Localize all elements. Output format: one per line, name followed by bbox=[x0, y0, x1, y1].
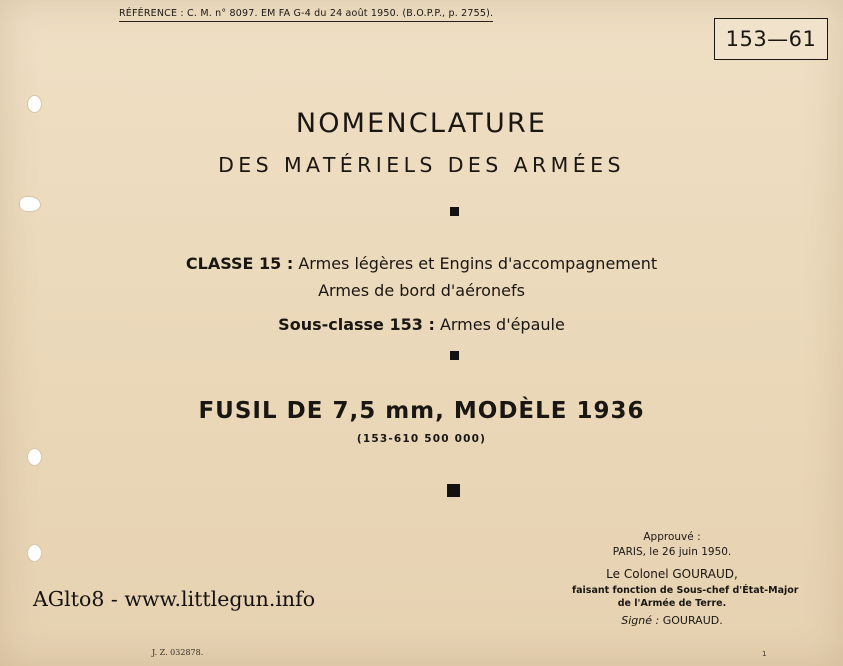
separator-square bbox=[450, 351, 459, 360]
item-name: FUSIL DE 7,5 mm, MODÈLE 1936 bbox=[198, 398, 645, 424]
classe-line-2: Armes de bord d'aéronefs bbox=[318, 281, 525, 300]
classe-text: Armes légères et Engins d'accompagnement bbox=[298, 254, 658, 273]
approval-signer: Le Colonel GOURAUD, bbox=[606, 567, 738, 581]
sous-classe-label: Sous-classe 153 : bbox=[278, 315, 435, 334]
watermark-text: AGlto8 - www.littlegun.info bbox=[33, 587, 316, 611]
approval-label: Approuvé : bbox=[643, 531, 701, 543]
signed-label: Signé : bbox=[621, 614, 660, 627]
approval-function-1: faisant fonction de Sous-chef d'État-Major bbox=[572, 585, 799, 596]
item-code: (153-610 500 000) bbox=[356, 433, 487, 445]
classe-label: CLASSE 15 : bbox=[185, 254, 294, 273]
approval-function-2: de l'Armée de Terre. bbox=[617, 598, 727, 609]
printer-reference: J. Z. 032878. bbox=[152, 648, 204, 657]
separator-square bbox=[450, 207, 459, 216]
page-number: 1 bbox=[762, 650, 767, 658]
reference-line: RÉFÉRENCE : C. M. n° 8097. EM FA G-4 du 24 août 1950. (B.O.P.P., p. 2755). bbox=[119, 8, 493, 22]
separator-square-large bbox=[447, 484, 460, 497]
approval-signed bbox=[572, 614, 772, 627]
signed-name: GOURAUD. bbox=[662, 614, 723, 627]
main-subtitle: DES MATÉRIELS DES ARMÉES bbox=[218, 153, 625, 177]
document-number-box: 153—61 bbox=[714, 18, 828, 60]
binder-hole bbox=[28, 449, 41, 465]
approval-place-date: PARIS, le 26 juin 1950. bbox=[612, 546, 732, 558]
binder-hole bbox=[28, 545, 41, 561]
binder-hole-torn bbox=[20, 197, 40, 211]
sous-classe-line bbox=[0, 315, 843, 334]
classe-line bbox=[0, 254, 843, 273]
sous-classe-text: Armes d'épaule bbox=[439, 315, 565, 334]
main-title: NOMENCLATURE bbox=[295, 108, 548, 139]
